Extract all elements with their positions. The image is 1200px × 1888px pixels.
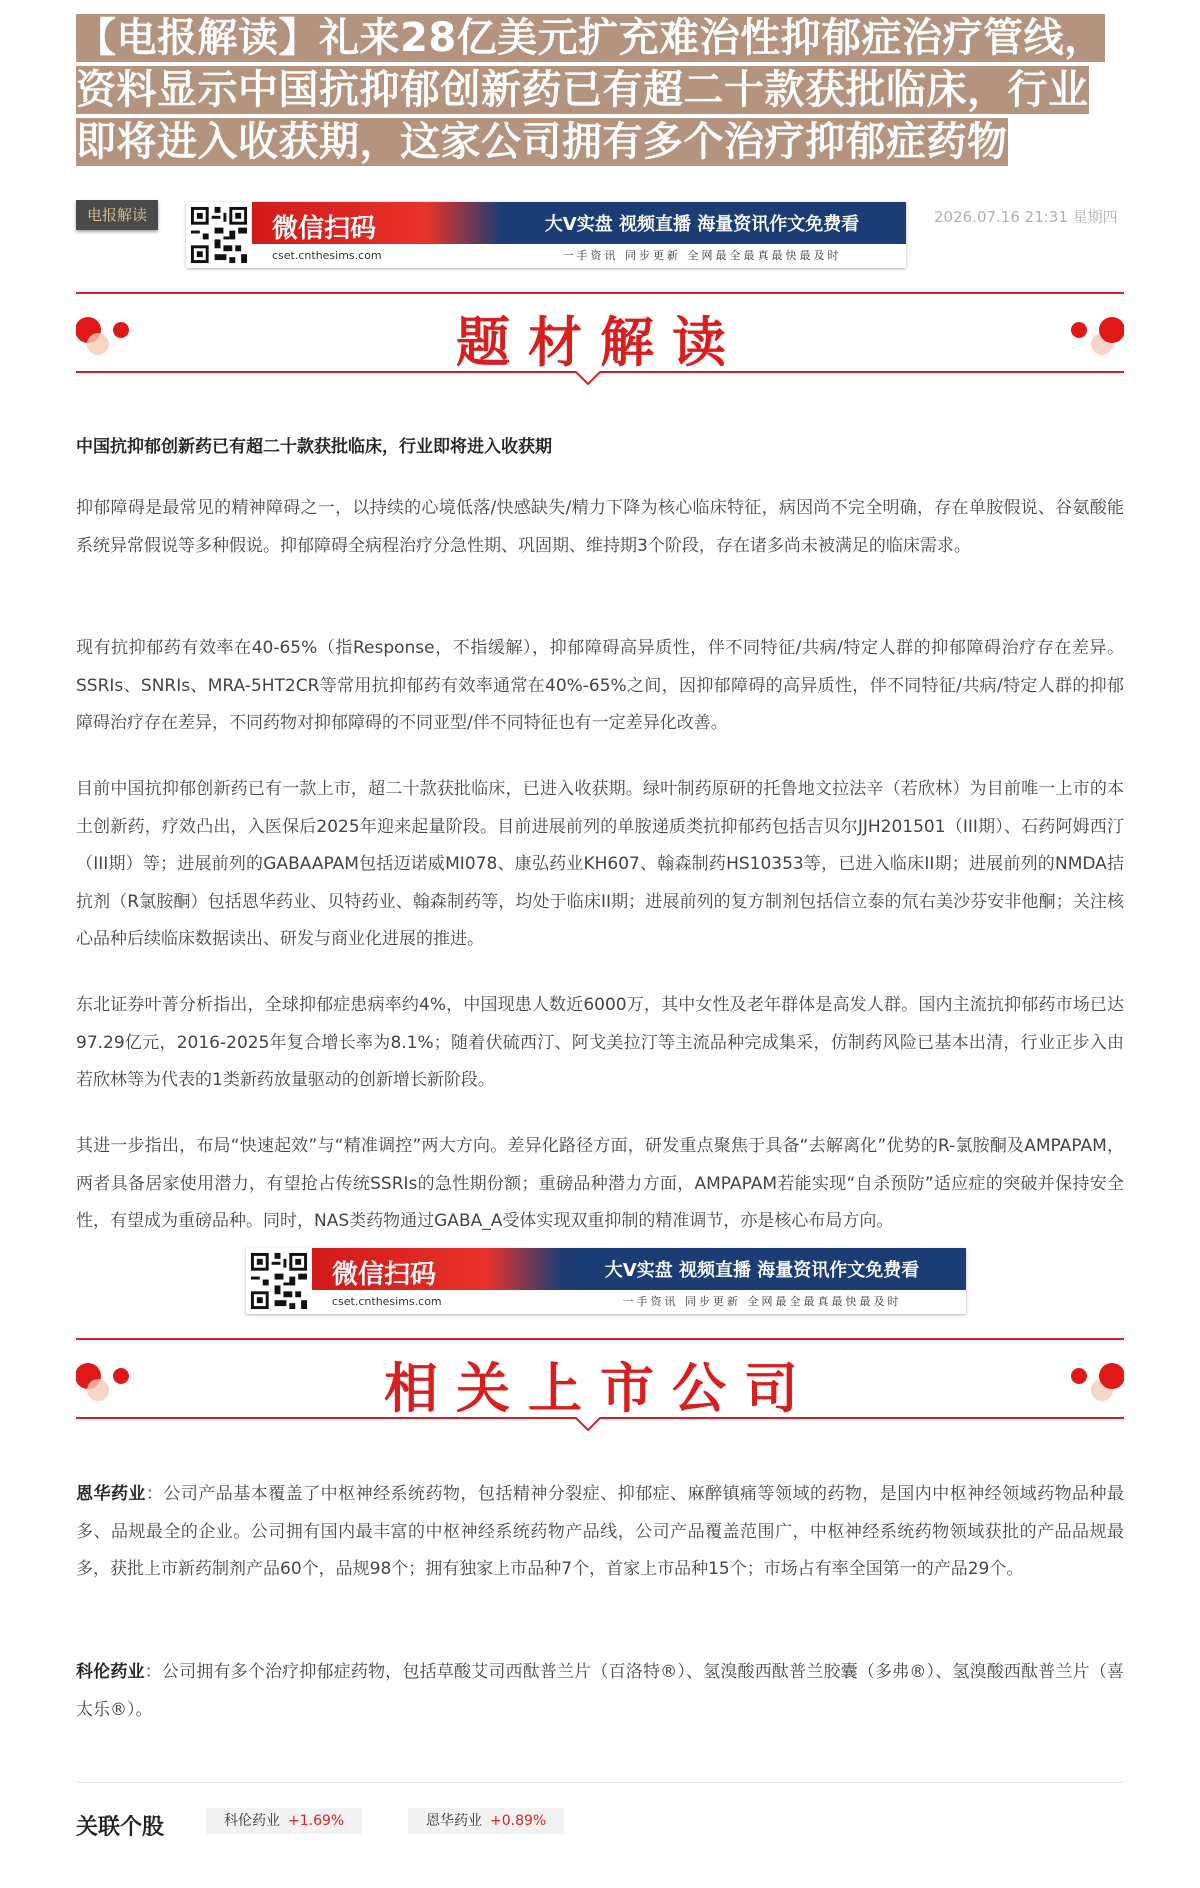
theme-section-heading (76, 288, 1124, 388)
stock-name: 恩华药业 (426, 1813, 482, 1829)
paragraph-5: 其进一步指出，布局“快速起效”与“精准调控”两大方向。差异化路径方面，研发重点聚焦于具备“去解离化”优势的R-氯胺酮及AMPAPAM，两者具备居家使用潜力，有望抢占传统SSRIs的急性期份额；重磅品种潜力方面，AMPAPAM若能实现“自杀预防”适应症的突破并保持安全性，有望成为重磅品种。同时，NAS类药物通过GABA_A受体实现双重抑制的精准调节，亦是核心布局方向。 (76, 1136, 1124, 1231)
company-description: ：公司拥有多个治疗抑郁症药物，包括草酸艾司西酞普兰片（百洛特®）、氢溴酸西酞普兰胶囊（多弗®）、氢溴酸西酞普兰片（喜太乐®）。 (76, 1662, 1125, 1720)
paragraph-2: 现有抗抑郁药有效率在40-65%（指Response，不指缓解），抑郁障碍高异质性，伴不同特征/共病/特定人群的抑郁障碍治疗存在差异。SSRIs、SNRIs、MRA-5HT2CR等常用抗抑郁药有效率通常在40%-65%之间，因抑郁障碍的高异质性，伴不同特征/共病/特定人群的抑郁障碍治疗存在差异，不同药物对抑郁障碍的不同亚型/伴不同特征也有一定差异化改善。 (76, 638, 1124, 733)
related-stocks-label: 关联个股 (76, 1815, 165, 1840)
theme-heading-text: 题材解读 (456, 310, 744, 374)
category-tag[interactable]: 电报解读 (76, 200, 158, 230)
ad-banner-top[interactable] (186, 202, 906, 268)
banner-sub-slogan: 一手资讯 同步更新 全网最全最真最快最及时 (622, 1295, 902, 1308)
company-entry (76, 1476, 1124, 1589)
qr-code-icon (186, 202, 252, 268)
stock-chip[interactable] (206, 1808, 362, 1834)
paragraph-3: 目前中国抗抑郁创新药已有一款上市，超二十款获批临床，已进入收获期。绿叶制药原研的托鲁地文拉法辛（若欣林）为目前唯一上市的本土创新药，疗效凸出，入医保后2025年迎来起量阶段。目前进展前列的单胺递质类抗抑郁药包括吉贝尔JJH201501（III期）、石药阿姆西汀（III期）等；进展前列的GABAAPAM包括迈诺威MI078、康弘药业KH607、翰森制药HS10353等，已进入临床II期；进展前列的NMDA拮抗剂（R氯胺酮）包括恩华药业、贝特药业、翰森制药等，均处于临床II期；进展前列的复方制剂包括信立泰的氘右美沙芬安非他酮；关注核心品种后续临床数据读出、研发与商业化进展的推进。 (76, 779, 1124, 949)
stock-change: +1.69% (288, 1813, 345, 1829)
stock-chip[interactable] (408, 1808, 564, 1834)
banner-slogan: 大V实盘 视频直播 海量资讯作文免费看 (544, 214, 860, 235)
content-divider (76, 1782, 1124, 1783)
article-subheading: 中国抗抑郁创新药已有超二十款获批临床，行业即将进入收获期 (76, 437, 552, 457)
company-name[interactable]: 恩华药业 (76, 1484, 146, 1504)
banner-scan-label: 微信扫码 (272, 214, 377, 244)
companies-section-heading (76, 1334, 1124, 1434)
paragraph-4: 东北证券叶菁分析指出，全球抑郁症患病率约4%，中国现患人数近6000万，其中女性及老年群体是高发人群。国内主流抗抑郁药市场已达97.29亿元，2016-2025年复合增长率为8.1%；随着伏硫西汀、阿戈美拉汀等主流品种完成集采，仿制药风险已基本出清，行业正步入由若欣林等为代表的1类新药放量驱动的创新增长新阶段。 (76, 995, 1124, 1090)
banner-url: cset.cnthesims.com (252, 244, 906, 268)
article-title: 【电报解读】礼来28亿美元扩充难治性抑郁症治疗管线，资料显示中国抗抑郁创新药已有超二十款获批临床，行业即将进入收获期，这家公司拥有多个治疗抑郁症药物 (76, 15, 1105, 165)
paragraph-1: 抑郁障碍是最常见的精神障碍之一，以持续的心境低落/快感缺失/精力下降为核心临床特征，病因尚不完全明确，存在单胺假说、谷氨酸能系统异常假说等多种假说。抑郁障碍全病程治疗分急性期、巩固期、维持期3个阶段，存在诸多尚未被满足的临床需求。 (76, 498, 1124, 556)
banner-slogan: 大V实盘 视频直播 海量资讯作文免费看 (604, 1260, 920, 1281)
banner-url: cset.cnthesims.com (312, 1290, 966, 1314)
companies-heading-text: 相关上市公司 (384, 1356, 816, 1420)
banner-sub-slogan: 一手资讯 同步更新 全网最全最真最快最及时 (562, 249, 842, 262)
company-entry (76, 1654, 1124, 1729)
stock-change: +0.89% (490, 1813, 547, 1829)
qr-code-icon (246, 1248, 312, 1314)
banner-scan-label: 微信扫码 (332, 1260, 437, 1290)
publish-datetime: 2026.07.16 21:31 星期四 (934, 208, 1118, 226)
ad-banner-middle[interactable] (246, 1248, 966, 1314)
stock-name: 科伦药业 (224, 1813, 280, 1829)
company-name[interactable]: 科伦药业 (76, 1662, 145, 1682)
company-description: ：公司产品基本覆盖了中枢神经系统药物，包括精神分裂症、抑郁症、麻醉镇痛等领域的药物，是国内中枢神经领域药物品种最多、品规最全的企业。公司拥有国内最丰富的中枢神经系统药物产品线，公司产品覆盖范围广，中枢神经系统药物领域获批的产品品规最多，获批上市新药制剂产品60个，品规98个；拥有独家上市品种7个，首家上市品种15个；市场占有率全国第一的产品29个。 (76, 1484, 1125, 1579)
